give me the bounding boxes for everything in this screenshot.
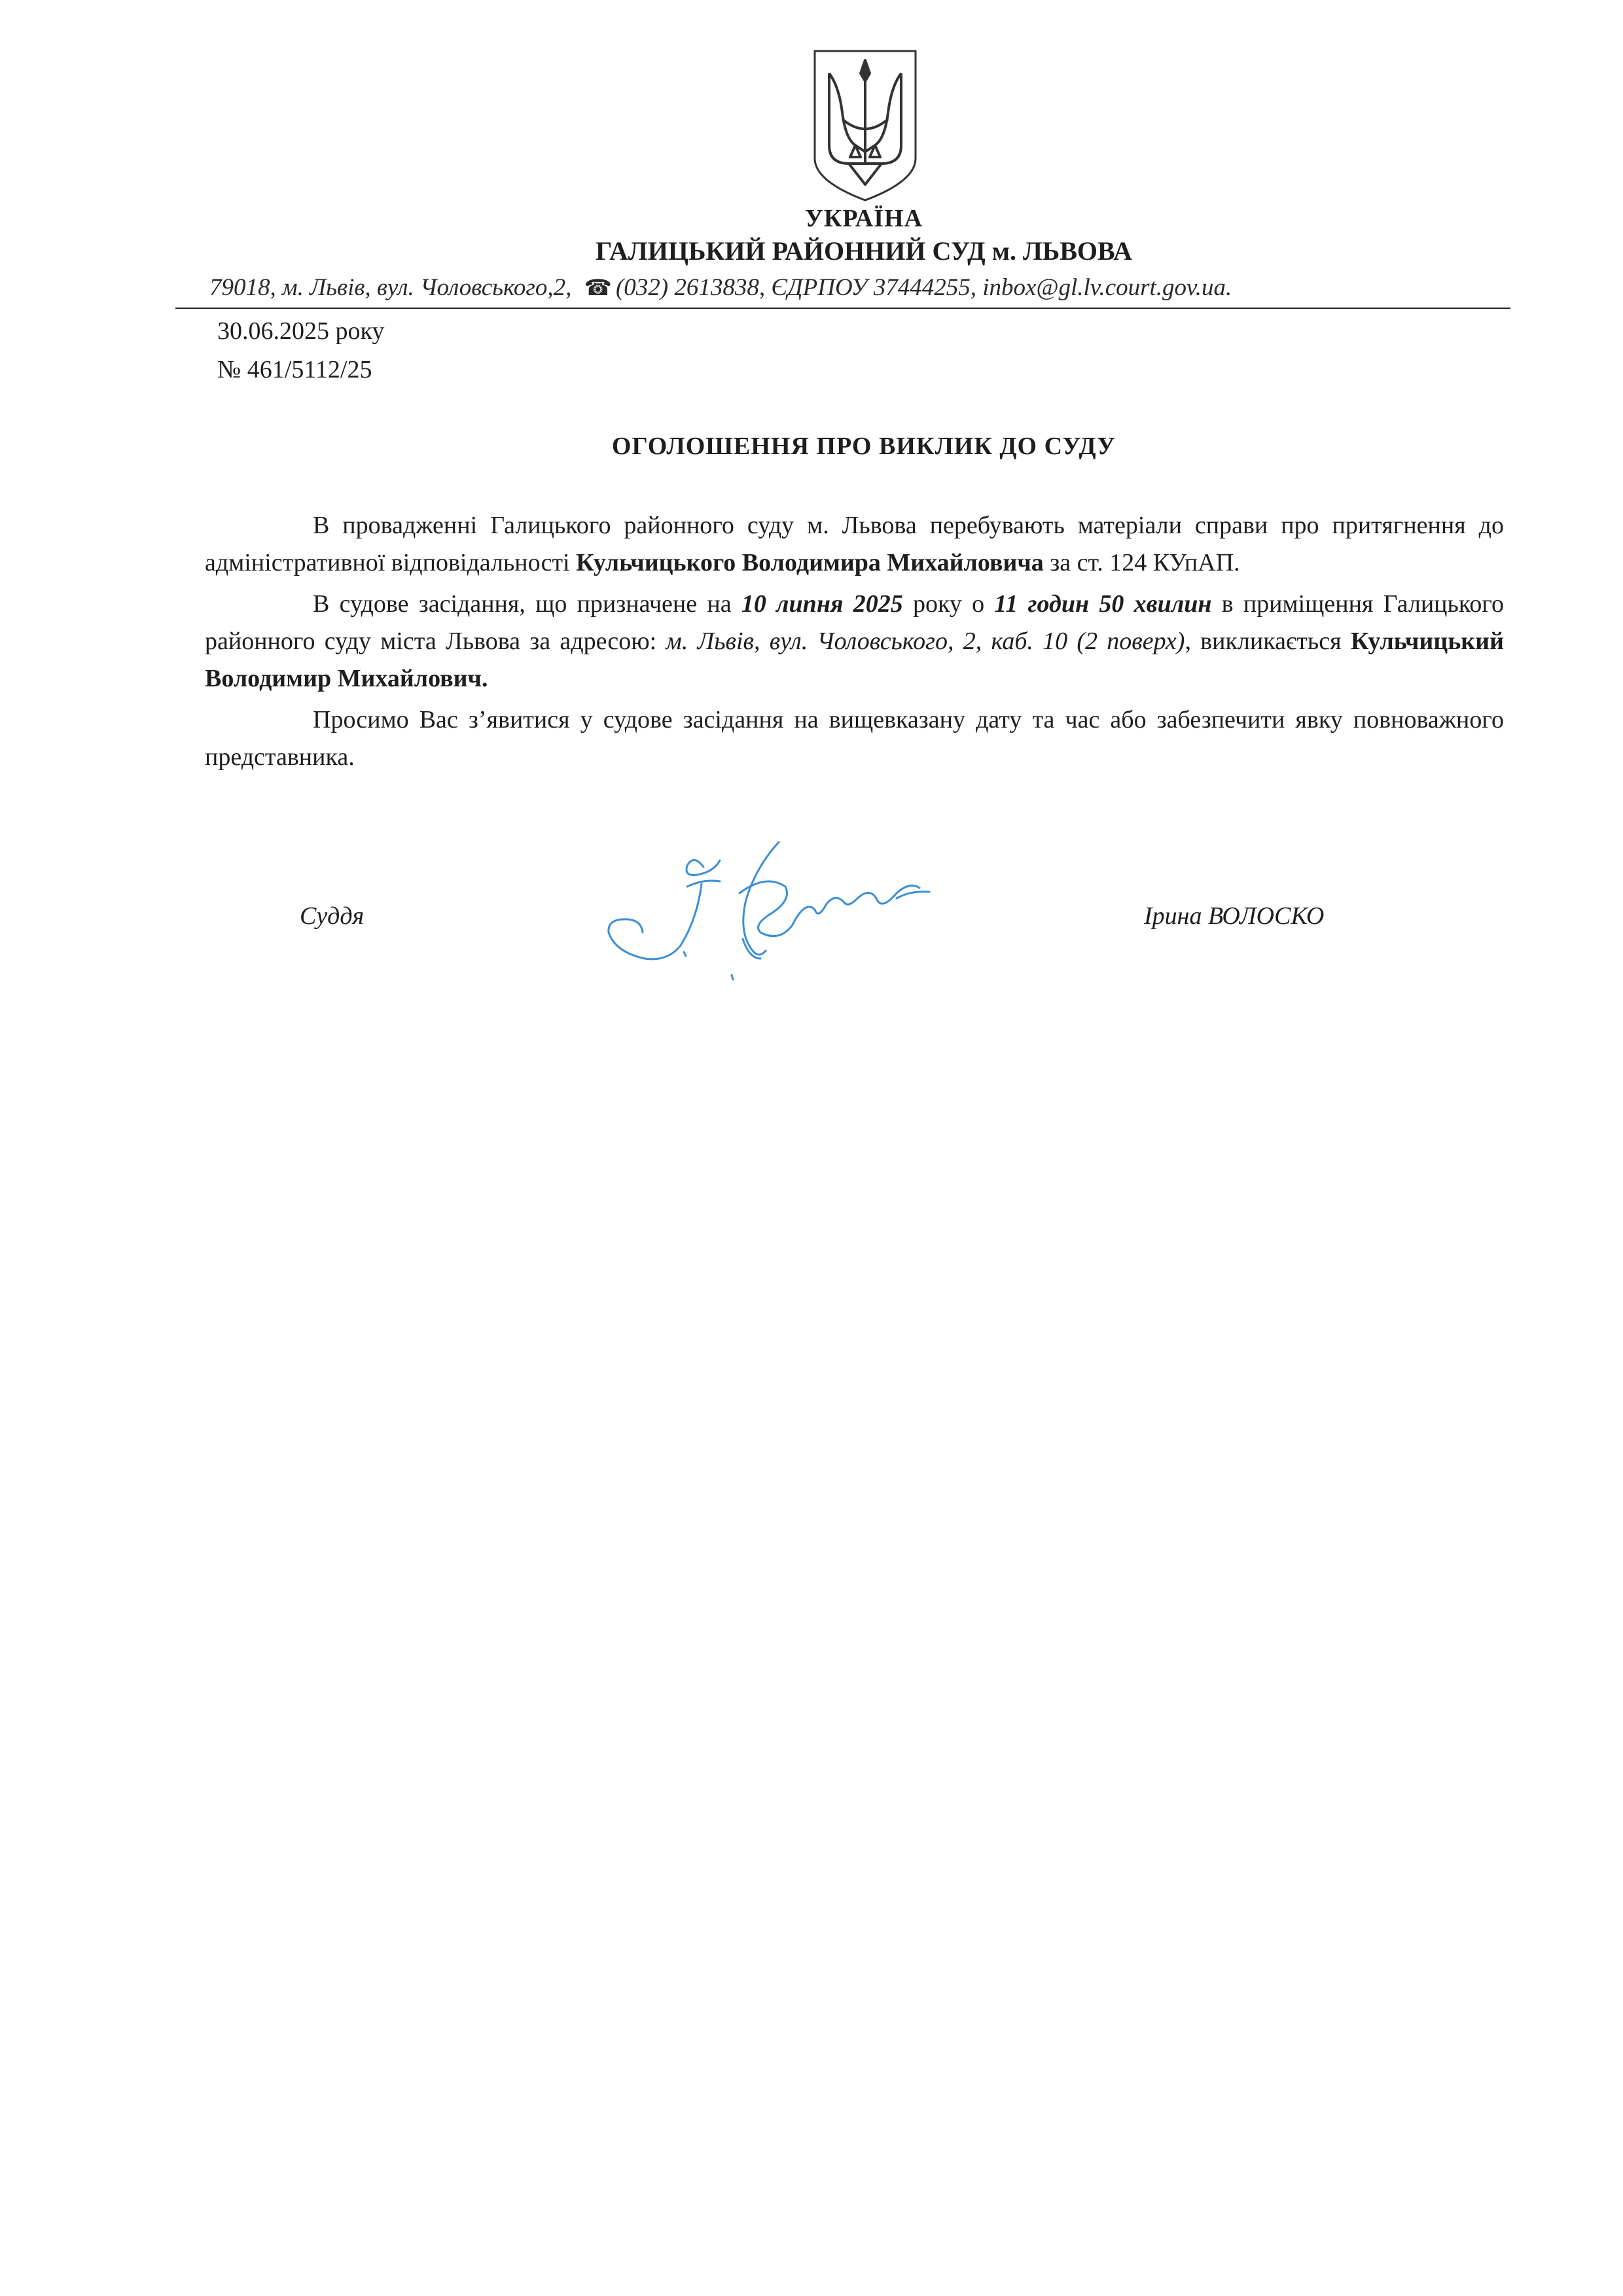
- hearing-address: м. Львів, вул. Чоловського, 2, каб. 10 (2 поверх): [666, 627, 1185, 655]
- hearing-text-c: в приміщення Галицького районного суду міста Львова за адресою:: [205, 590, 1504, 655]
- court-contact-line: [209, 274, 1505, 302]
- paragraph-case-article: за ст. 124 КУпАП.: [1043, 549, 1240, 576]
- court-address: 79018, м. Львів, вул. Чоловського,2,: [209, 274, 572, 301]
- summoned-person-name: Кульчицький Володимир Михайлович.: [205, 627, 1504, 692]
- court-email: inbox@gl.lv.court.gov.ua.: [982, 274, 1232, 301]
- header-divider: [175, 308, 1510, 309]
- trident-coat-of-arms-icon: [810, 47, 921, 204]
- paragraph-case-text: В провадженні Галицького районного суду м. Львова перебувають матеріали справи про притягнення до адміністративної відповідальності: [205, 512, 1504, 576]
- hearing-text-d: , викликається: [1185, 627, 1351, 655]
- signer-name: Ірина ВОЛОСКО: [1144, 902, 1325, 930]
- hearing-date: 10 липня 2025: [741, 590, 903, 618]
- court-name-heading: ГАЛИЦЬКИЙ РАЙОННИЙ СУД м. ЛЬВОВА: [595, 236, 1133, 266]
- paragraph-case: [205, 507, 1504, 582]
- notice-body: [205, 507, 1504, 780]
- hearing-text-b: року о: [902, 590, 995, 618]
- court-phone: (032) 2613838,: [615, 274, 766, 301]
- document-date: 30.06.2025 року: [217, 317, 385, 345]
- hearing-time: 11 годин 50 хвилин: [994, 590, 1212, 618]
- court-edrpou: ЄДРПОУ 37444255,: [771, 274, 976, 301]
- telephone-icon: ☎: [584, 276, 612, 300]
- paragraph-request: Просимо Вас з’явитися у судове засідання на вищевказану дату та час або забезпечити явку повноважного представника.: [205, 706, 1504, 771]
- handwritten-signature: [589, 828, 955, 991]
- signer-role: Суддя: [300, 902, 365, 930]
- case-number: № 461/5112/25: [217, 356, 372, 383]
- country-heading: УКРАЇНА: [804, 205, 923, 232]
- paragraph-hearing: [205, 586, 1504, 698]
- defendant-name: Кульчицького Володимира Михайловича: [576, 549, 1044, 576]
- hearing-text-a: В судове засідання, що призначене на: [313, 590, 741, 618]
- document-title: ОГОЛОШЕННЯ ПРО ВИКЛИК ДО СУДУ: [611, 433, 1116, 460]
